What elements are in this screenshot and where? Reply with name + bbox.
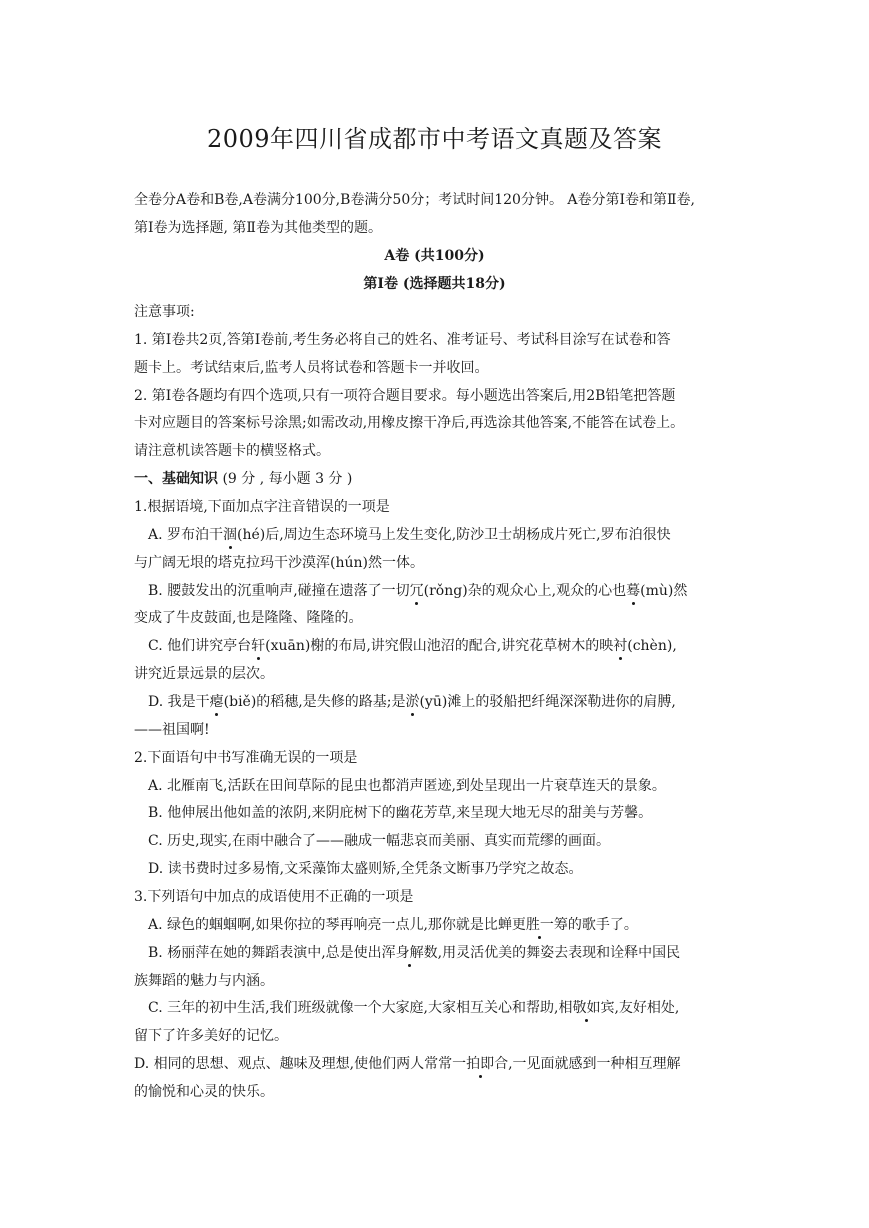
q1-c-text: C. 他们讲究亭台 [148,638,252,654]
q1-option-a [148,525,768,545]
q1-d-text-3: (yū)滩上的驳船把纤绳深深勒进你的肩膊, [419,694,676,710]
q1-b-text-2: (rǒng)杂的观众心上,观众的心也 [423,583,627,599]
q3-d-idiom: 一拍即合 [452,1056,509,1072]
q1-option-d [148,692,768,712]
notice-line-4: 卡对应题目的答案标号涂黑;如需改动,用橡皮擦干净后,再选涂其他答案,不能答在试卷上。 [134,415,685,431]
q3-a-text: A. 绿色的蝈蝈啊,如果你拉的琴再响亮一点儿,那你就是比蝉 [148,917,512,933]
q1-b-text-3: (mù)然 [640,583,688,599]
notice-line-3: 2. 第Ⅰ卷各题均有四个选项,只有一项符合题目要求。每小题选出答案后,用2B铅笔把答题 [134,388,676,404]
q1-option-b-cont: 变成了牛皮鼓面,也是隆隆、隆隆的。 [134,610,363,626]
q3-b-text: B. 杨丽萍在她的舞蹈表演中,总是使出 [148,945,382,961]
q1-a-text-2: (hé)后,周边生态环境马上发生变化,防沙卫士胡杨成片死亡,罗布泊很快 [237,527,671,543]
q1-a-cont-text: 与广阔无垠的塔克拉玛干沙漠浑 [134,555,330,571]
q1-stem: 1.根据语境,下面加点字注音错误的一项是 [134,499,390,515]
q1-c-text-3: (chèn), [627,638,677,654]
q3-option-b [148,943,768,963]
q3-b-idiom: 浑身解数 [381,945,438,961]
q3-d-text: D. 相同的思想、观点、趣味及理想,使他们两人常常 [134,1056,453,1072]
q1-c-text-2: (xuān)榭的布局,讲究假山池沼的配合,讲究花草树木的映 [265,638,614,654]
q3-c-text: C. 三年的初中生活,我们班级就像一个大家庭,大家相互关心和帮助, [148,1000,559,1016]
q1-c-dotted-char-2: 衬 [613,638,628,654]
q2-stem: 2.下面语句中书写准确无误的一项是 [134,750,358,766]
q3-a-text-2: 的歌手了。 [567,917,638,933]
notice-line-2: 题卡上。考试结束后,监考人员将试卷和答题卡一并收回。 [134,360,489,376]
q1-option-d-cont: ——祖国啊! [134,722,210,738]
q3-c-text-2: ,友好相处, [614,1000,680,1016]
q1-d-dotted-char-1: 瘪 [209,694,224,710]
q1-option-c [148,636,768,656]
q3-option-b-cont: 族舞蹈的魅力与内涵。 [134,973,274,989]
q2-option-b: B. 他伸展出他如盖的浓阴,来阴庇树下的幽花芳草,来呈现大地无尽的甜美与芳馨。 [148,805,653,821]
q1-a-pinyin: (hún) [330,555,368,571]
q3-stem: 3.下列语句中加点的成语使用不正确的一项是 [134,889,414,905]
q1-a-cont-text-2: 然一体。 [367,555,424,571]
section-1-heading [134,469,754,489]
q3-b-text-2: ,用灵活优美的舞姿去表现和诠释中国民 [437,945,681,961]
notice-line-5: 请注意机读答题卡的横竖格式。 [134,443,330,459]
q1-option-c-cont: 讲究近景远景的层次。 [134,666,274,682]
part-one-heading: 第Ⅰ卷 (选择题共18分) [363,276,506,292]
page-title: 2009年四川省成都市中考语文真题及答案 [206,125,663,153]
q1-option-b [148,581,768,601]
q3-d-text-2: ,一见面就感到一种相互理解 [508,1056,681,1072]
notice-title: 注意事项: [134,304,195,320]
q1-b-dotted-char-2: 蓦 [626,583,641,599]
q1-a-text: A. 罗布泊干 [148,527,224,543]
q1-d-text: D. 我是干 [148,694,210,710]
q3-option-c-cont: 留下了许多美好的记忆。 [134,1028,288,1044]
q1-c-dotted-char-1: 轩 [251,638,266,654]
section-1-score: (9 分 , 每小题 3 分 ) [222,471,353,487]
q3-option-d [134,1054,754,1074]
q1-a-dotted-char: 涸 [223,527,238,543]
q3-option-a [148,915,768,935]
q2-option-d: D. 读书费时过多易惰,文采藻饰太盛则矫,全凭条文断事乃学究之故态。 [148,861,583,877]
section-a-heading: A卷 (共100分) [384,248,485,264]
q1-b-dotted-char-1: 冗 [409,583,424,599]
q3-a-idiom: 更胜一筹 [511,917,568,933]
q3-option-d-cont: 的愉悦和心灵的快乐。 [134,1084,274,1100]
q3-c-idiom: 相敬如宾 [558,1000,615,1016]
intro-line-1: 全卷分A卷和B卷,A卷满分100分,B卷满分50分；考试时间120分钟。 A卷分第Ⅰ卷和第Ⅱ卷, [134,192,696,208]
q1-option-a-cont [134,553,754,573]
q2-option-c: C. 历史,现实,在雨中融合了——融成一幅悲哀而美丽、真实而荒缪的画面。 [148,833,611,849]
notice-line-1: 1. 第Ⅰ卷共2页,答第Ⅰ卷前,考生务必将自己的姓名、准考证号、考试科目涂写在试卷和答 [134,332,671,348]
q2-option-a: A. 北雁南飞,活跃在田间草际的昆虫也都消声匿迹,到处呈现出一片衰草连天的景象。 [148,778,666,794]
q1-b-text: B. 腰鼓发出的沉重响声,碰撞在遗落了一切 [148,583,410,599]
intro-line-2: 第Ⅰ卷为选择题, 第Ⅱ卷为其他类型的题。 [134,220,382,236]
section-1-title: 一、基础知识 [134,471,218,487]
q1-d-dotted-char-2: 淤 [405,694,420,710]
q1-d-text-2: (biě)的稻穗,是失修的路基;是 [223,694,406,710]
q3-option-c [148,998,768,1018]
